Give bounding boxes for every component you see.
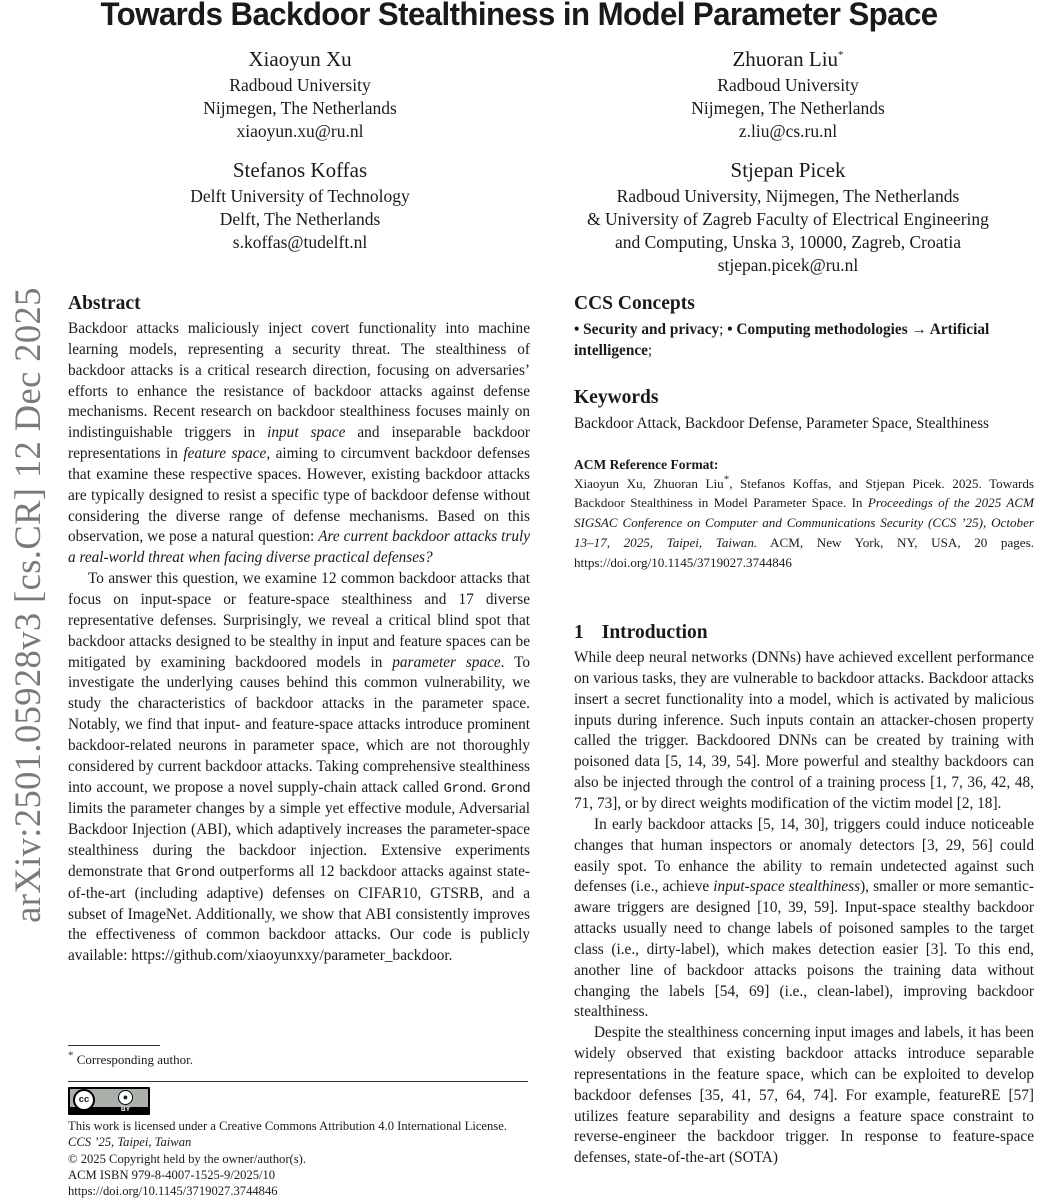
right-column [574, 291, 1034, 1169]
author-block [568, 155, 1008, 277]
acm-reference-text: Xiaoyun Xu, Zhuoran Liu*, Stefanos Koffas, and Stjepan Picek. 2025. Towards Backdoor Stealthiness in Model Parameter Space. In Proceedings of the 2025 ACM SIGSAC Conference on Computer and Communications Security (CCS ’25), October 13–17, 2025, Taipei, Taiwan. ACM, New York, NY, USA, 20 pages. https://doi.org/10.1145/3719027.3744846 [574, 473, 1035, 571]
author-name: Xiaoyun Xu [248, 47, 352, 71]
author-block [150, 44, 450, 143]
author-affiliation: Radboud University, Nijmegen, The Netherlands [616, 186, 960, 206]
author-name: Stefanos Koffas [232, 158, 368, 182]
license-block [68, 1118, 538, 1199]
license-statement: This work is licensed under a Creative Commons Attribution 4.0 International License. [68, 1119, 507, 1133]
introduction-heading: 1 Introduction [574, 622, 708, 644]
copyright: © 2025 Copyright held by the owner/author(s). [68, 1151, 306, 1166]
abstract-heading: Abstract [68, 293, 141, 314]
method-name: Grond [443, 780, 483, 797]
author-affiliation: Radboud University [717, 75, 859, 95]
keywords-text: Backdoor Attack, Backdoor Defense, Parameter Space, Stealthiness [574, 414, 990, 432]
method-name: Grond [490, 780, 530, 797]
author-email[interactable]: z.liu@cs.ru.nl [738, 121, 838, 141]
author-affiliation: Radboud University [229, 75, 371, 95]
author-block [638, 44, 938, 143]
author-name: Stjepan Picek [730, 158, 846, 182]
cc-by-license-badge[interactable] [68, 1087, 150, 1115]
by-label: BY [121, 1106, 131, 1113]
abstract-paragraph: Backdoor attacks maliciously inject covert functionality into machine learning models, representing a security threat. The stealthiness of backdoor attacks is a critical research direction, focusing on adversaries’ efforts to enhance the resistance of backdoor attacks against defense mechanisms. Recent research on backdoor stealthiness focuses mainly on indistinguishable triggers in input space and inseparable backdoor representations in feature space, aiming to circumvent backdoor defenses that examine these respective spaces. However, existing backdoor attacks are typically designed to resist a specific type of backdoor defense without considering the diverse range of defense mechanisms. Based on this observation, we pose a natural question: Are current backdoor attacks truly a real-world threat when facing diverse practical defenses? [68, 320, 531, 567]
keywords-heading: Keywords [574, 386, 659, 408]
license-divider [68, 1081, 528, 1082]
doi-link[interactable]: https://doi.org/10.1145/3719027.3744846 [68, 1184, 278, 1199]
attribution-person-icon: ● [118, 1090, 133, 1105]
footnote-divider [68, 1045, 160, 1046]
introduction-paragraph: In early backdoor attacks [5, 14, 30], triggers could induce noticeable changes that human inspectors or anomaly detectors [3, 29, 56] could easily spot. To enhance the ability to remain undetected against such defenses (i.e., achieve input-space stealthiness), smaller or more semantic-aware triggers are designed [10, 39, 59]. Input-space stealthy backdoor attacks usually need to change labels of poisoned samples to the target class (i.e., dirty-label), which makes detection easier [3]. To this end, another line of backdoor attacks poisons the training data without changing the labels [54, 69] (i.e., clean-label), improving backdoor stealthiness. [574, 815, 1034, 1021]
author-affiliation: Delft, The Netherlands [219, 209, 381, 229]
code-repository-link[interactable]: https://github.com/xiaoyunxxy/parameter_backdoor [131, 947, 449, 965]
author-affiliation: Delft University of Technology [190, 186, 410, 206]
author-affiliation: Nijmegen, The Netherlands [691, 98, 885, 118]
left-column [68, 291, 530, 967]
method-name: Grond [175, 864, 215, 881]
author-name: Zhuoran Liu* [732, 47, 844, 71]
introduction-paragraph: Despite the stealthiness concerning input images and labels, it has been widely observed that existing backdoor attacks introduce separable representations in the feature space, which can be exploited to develop backdoor defenses [35, 41, 57, 64, 74]. For example, featureRE [57] utilizes feature separability and designs a feature space constraint to reverse-engineer the backdoor trigger. In response to feature-space defenses, state-of-the-art (SOTA) [574, 1024, 1034, 1167]
venue: CCS ’25, Taipei, Taiwan [68, 1135, 192, 1150]
author-affiliation: & University of Zagreb Faculty of Electrical Engineering [587, 209, 989, 229]
footnote: * Corresponding author. [68, 1049, 194, 1067]
acm-reference-heading: ACM Reference Format: [574, 456, 719, 472]
abstract-paragraph: To answer this question, we examine 12 common backdoor attacks that focus on input-space or feature-space stealthiness and 17 diverse representative defenses. Surprisingly, we reveal a critical blind spot that backdoor attacks designed to be stealthy in input and feature spaces can be mitigated by examining backdoored models in parameter space. To investigate the underlying causes behind this common vulnerability, we study the characteristics of backdoor attacks in the parameter space. Notably, we find that input- and feature-space attacks introduce prominent backdoor-related neurons in parameter space, which are not thoroughly considered by current backdoor attacks. Taking comprehensive stealthiness into account, we propose a novel supply-chain attack called Grond. Grond limits the parameter changes by a simple yet effective module, Adversarial Backdoor Injection (ABI), which adaptively increases the parameter-space stealthiness during the backdoor injection. Extensive experiments demonstrate that Grond outperforms all 12 backdoor attacks against state-of-the-art (including adaptive) defenses on CIFAR10, GTSRB, and a subset of ImageNet. Additionally, we show that ABI consistently improves the effectiveness of common backdoor attacks. Our code is publicly available: https://github.com/xiaoyunxxy/parameter_backdoor. [68, 570, 531, 965]
author-affiliation: Nijmegen, The Netherlands [203, 98, 397, 118]
creative-commons-icon: cc [73, 1089, 95, 1111]
corresponding-marker: * [838, 49, 844, 61]
introduction-paragraph: While deep neural networks (DNNs) have achieved excellent performance on various tasks, they are vulnerable to backdoor attacks. Backdoor attacks insert a secret functionality into a model, which is activated by malicious inputs during inference. Such inputs contain an attacker-chosen property called the trigger. Backdoored DNNs can be created by training with poisoned data [5, 14, 39, 54]. More powerful and stealthy backdoors can also be injected through the control of a training process [1, 7, 36, 42, 48, 71, 73], or by direct weights modification of the victim model [2, 18]. [574, 649, 1034, 812]
author-email[interactable]: xiaoyun.xu@ru.nl [236, 121, 364, 141]
paper-title: Towards Backdoor Stealthiness in Model Parameter Space [100, 0, 938, 32]
author-email[interactable]: stjepan.picek@ru.nl [717, 255, 859, 275]
ccs-concepts-text: • Security and privacy; • Computing methodologies → Artificial intelligence; [574, 321, 990, 359]
isbn: ACM ISBN 979-8-4007-1525-9/2025/10 [68, 1167, 276, 1182]
author-affiliation: and Computing, Unska 3, 10000, Zagreb, Croatia [614, 232, 962, 252]
author-email[interactable]: s.koffas@tudelft.nl [232, 232, 368, 252]
arxiv-identifier-stamp: arXiv:2501.05928v3 [cs.CR] 12 Dec 2025 [7, 287, 48, 923]
ccs-concepts-heading: CCS Concepts [574, 293, 695, 314]
author-block [150, 155, 450, 254]
